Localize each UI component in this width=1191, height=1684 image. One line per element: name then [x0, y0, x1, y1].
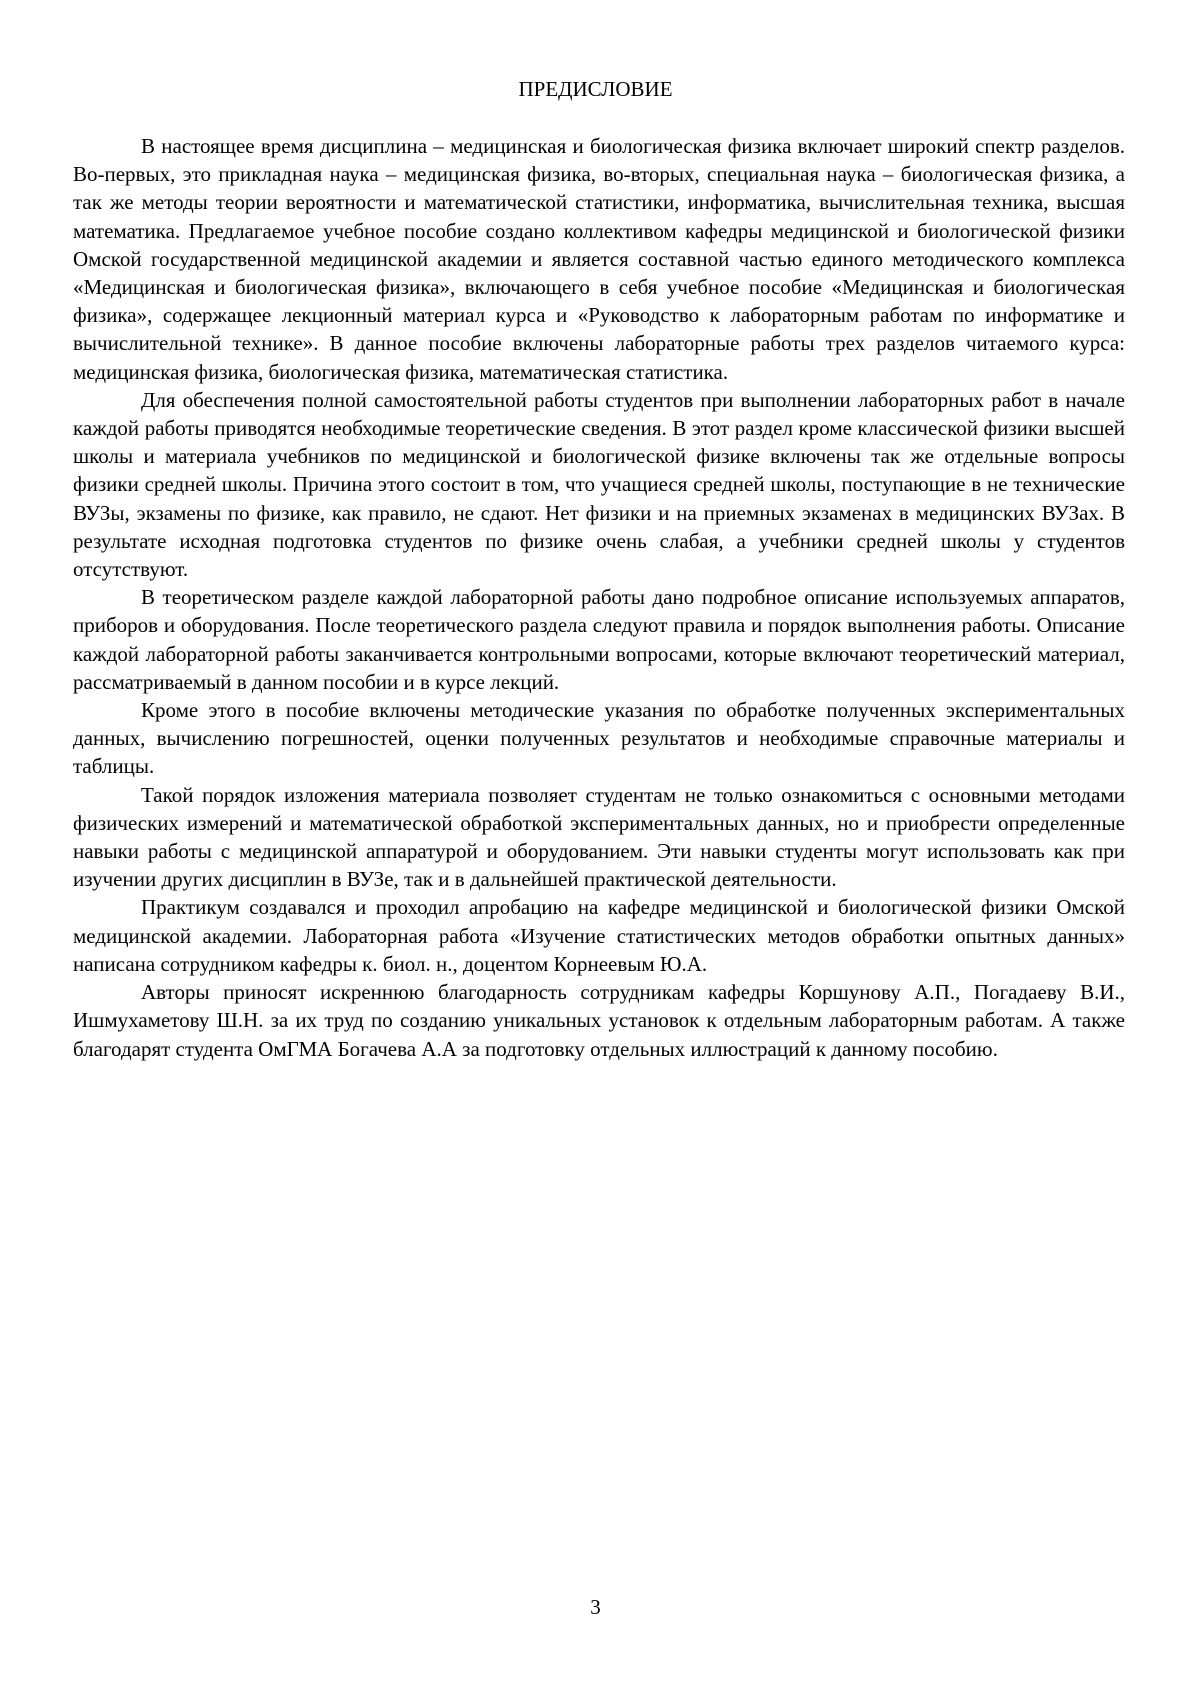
paragraph-methodical-guidance: Кроме этого в пособие включены методические указания по обработке полученных экспериментальных данных, вычислению погрешностей, оценки полученных результатов и необходимые справочные материалы и таблицы.	[73, 698, 1125, 779]
page-title: ПРЕДИСЛОВИЕ	[518, 77, 673, 101]
preface-body	[73, 132, 1125, 1063]
paragraph-approbation: Практикум создавался и проходил апробацию на кафедре медицинской и биологической физики Омской медицинской академии. Лабораторная работа «Изучение статистических методов обработки опытных данных» написана сотрудником кафедры к. биол. н., доцентом Корнеевым Ю.А.	[73, 895, 1125, 976]
paragraph-lab-structure: В теоретическом разделе каждой лабораторной работы дано подробное описание используемых аппаратов, приборов и оборудования. После теоретического раздела следуют правила и порядок выполнения работы. Описание каждой лабораторной работы заканчивается контрольными вопросами, которые включают теоретический материал, рассматриваемый в данном пособии и в курсе лекций.	[73, 585, 1125, 694]
paragraph-skills: Такой порядок изложения материала позволяет студентам не только ознакомиться с основными методами физических измерений и математической обработкой экспериментальных данных, но и приобрести определенные навыки работы с медицинской аппаратурой и оборудованием. Эти навыки студенты могут использовать как при изучении других дисциплин в ВУЗе, так и в дальнейшей практической деятельности.	[73, 782, 1125, 892]
paragraph-intro: В настоящее время дисциплина – медицинская и биологическая физика включает широкий спектр разделов. Во-первых, это прикладная наука – медицинская физика, во-вторых, специальная наука – биологическая физика, а так же методы теории вероятности и математической статистики, информатика, вычислительная техника, высшая математика. Предлагаемое учебное пособие создано коллективом кафедры медицинской и биологической физики Омской государственной медицинской академии и является составной частью единого методического комплекса «Медицинская и биологическая физика», включающего в себя учебное пособие «Медицинская и биологическая физика», содержащее лекционный материал курса и «Руководство к лабораторным работам по информатике и вычислительной технике». В данное пособие включены лабораторные работы трех разделов читаемого курса: медицинская физика, биологическая физика, математическая статистика.	[73, 134, 1125, 384]
paragraph-acknowledgements: Авторы приносят искреннюю благодарность сотрудникам кафедры Коршунову А.П., Погадаеву В.И., Ишмухаметову Ш.Н. за их труд по созданию уникальных установок к отдельным лабораторным работам. А также благодарят студента ОмГМА Богачева А.А за подготовку отдельных иллюстраций к данному пособию.	[73, 980, 1125, 1061]
paragraph-theory-basis: Для обеспечения полной самостоятельной работы студентов при выполнении лабораторных работ в начале каждой работы приводятся необходимые теоретические сведения. В этот раздел кроме классической физики высшей школы и материала учебников по медицинской и биологической физике включены так же отдельные вопросы физики средней школы. Причина этого состоит в том, что учащиеся средней школы, поступающие в не технические ВУЗы, экзамены по физике, как правило, не сдают. Нет физики и на приемных экзаменах в медицинских ВУЗах. В результате исходная подготовка студентов по физике очень слабая, а учебники средней школы у студентов отсутствуют.	[73, 387, 1125, 582]
page-number: 3	[590, 1595, 601, 1619]
